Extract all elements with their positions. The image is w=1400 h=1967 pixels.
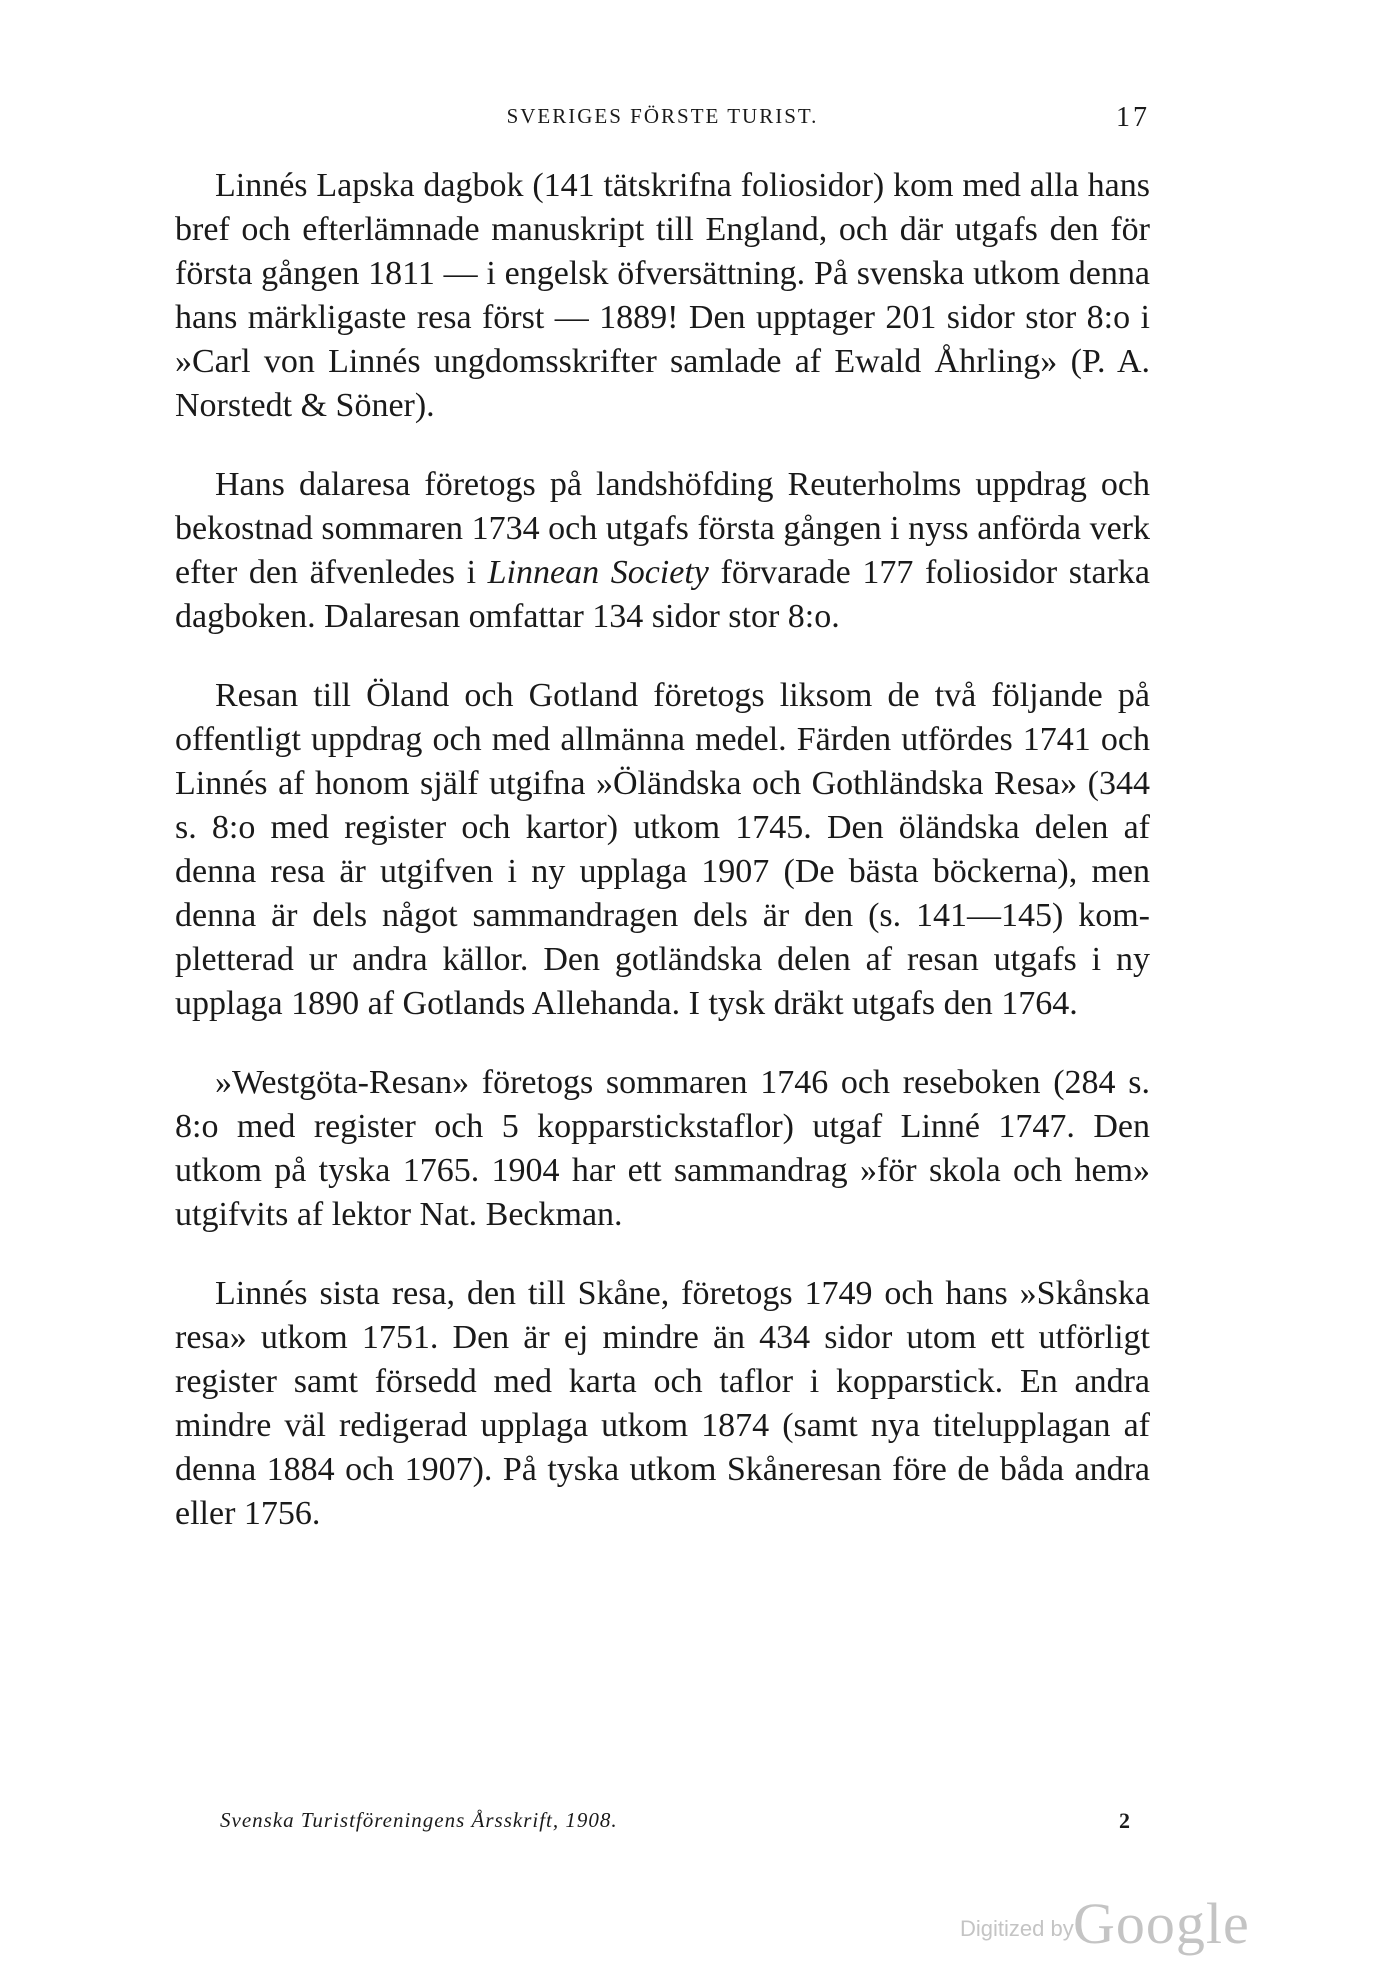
footer-title: Svenska Turistföreningens Årsskrift, 1908. bbox=[220, 1808, 618, 1832]
google-logo: Google bbox=[1073, 1891, 1250, 1956]
running-title: SVERIGES FÖRSTE TURIST. bbox=[506, 104, 819, 128]
running-head bbox=[175, 104, 1150, 144]
paragraph-skane-journey: Linnés sista resa, den till Skåne, företogs 1749 och hans »Skånska resa» utkom 1751. Den är ej mindre än 434 sidor utom ett utförligt register samt försedd med karta och taflor i kopparstick. En andra mindre väl redigerad upplaga utkom 1874 (samt nya titelupplagan af denna 1884 och 1907). På tyska utkom Skåneresan före de båda andra eller 1756. bbox=[175, 1275, 1150, 1532]
paragraph-lapland-journal: Linnés Lapska dagbok (141 tätskrifna foliosidor) kom med alla hans bref och efterlämnade manuskript till England, och där utgafs den för första gången 1811 — i engelsk öfversättning. På svenska utkom denna hans märkligaste resa först — 1889! Den upptager 201 sidor stor 8:o i »Carl von Linnés ungdomsskrifter samlade af Ewald Åhrling» (P. A. Norstedt & Söner). bbox=[175, 167, 1150, 424]
paragraph-text: Hans dalaresa företogs på landshöfding Reuterholms uppdrag och bekostnad sommaren 1734 och utgafs första gången i nyss anförda verk efter den äfvenledes i bbox=[175, 466, 1150, 591]
page-number: 17 bbox=[1116, 102, 1150, 133]
body-text bbox=[175, 164, 1150, 1571]
paragraph-westgota-journey: »Westgöta-Resan» företogs sommaren 1746 och reseboken (284 s. 8:o med register och 5 kopparstickstaflor) utgaf Linné 1747. Den utkom på tyska 1765. 1904 har ett sammandrag »för skola och hem» utgifvits af lektor Nat. Beckman. bbox=[175, 1064, 1150, 1233]
paragraph-oland-gotland-journey: Resan till Öland och Gotland företogs liksom de två följande på offentligt uppdrag och med allmänna medel. Färden utfördes 1741 och Linnés af honom själf utgifna »Öländska och Gothländska Resa» (344 s. 8:o med register och kartor) utkom 1745. Den öländska delen af denna resa är utgifven i ny upplaga 1907 (De bästa böckerna), men denna är dels något sammandragen dels är den (s. 141—145) kompletterad ur andra källor. Den gotländska delen af resan utgafs i ny upplaga 1890 af Gotlands Allehanda. I tysk dräkt utgafs den 1764. bbox=[175, 677, 1150, 1022]
page-footer bbox=[220, 1808, 1130, 1838]
italic-society-name: Linnean Society bbox=[487, 554, 709, 591]
digitized-watermark bbox=[960, 1890, 1260, 1956]
paragraph-dalarna-journey bbox=[175, 463, 1150, 639]
paragraph-text: förvarade 177 foliosidor starka dagboken. Dalaresan omfattar 134 sidor stor 8:o. bbox=[175, 554, 1150, 635]
signature-mark: 2 bbox=[1119, 1808, 1130, 1833]
digitized-label: Digitized by bbox=[960, 1916, 1074, 1941]
